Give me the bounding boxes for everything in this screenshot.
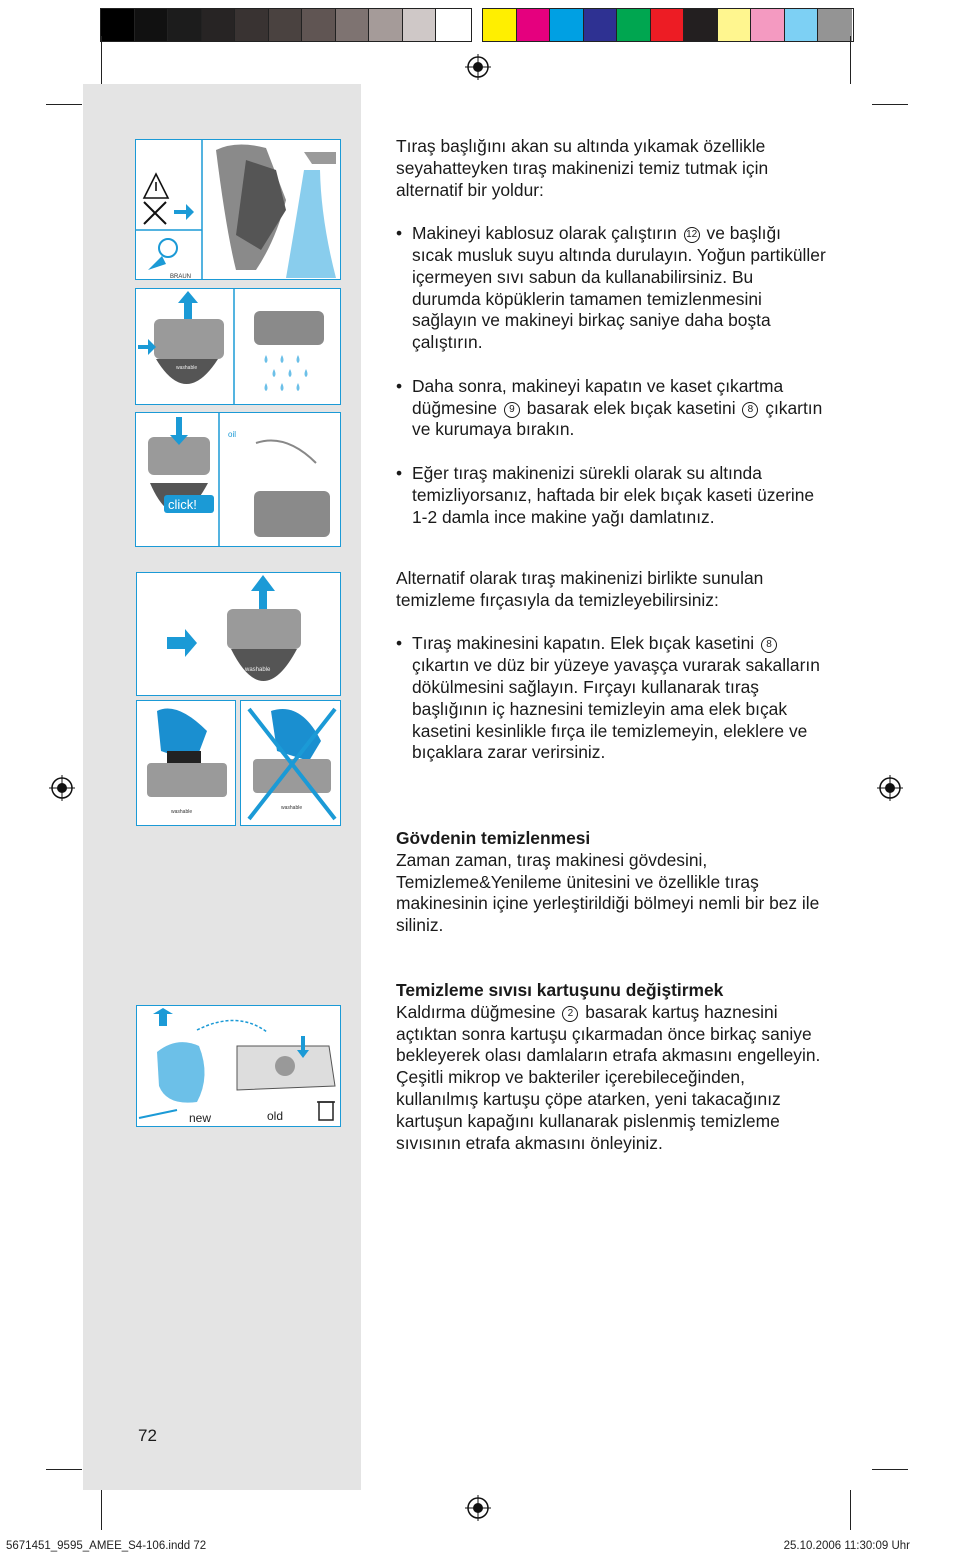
color-swatch xyxy=(785,9,819,41)
bullet-item: • Eğer tıraş makinenizi sürekli olarak su altında temizliyorsanız, haftada bir elek bıçak kaseti üzerine 1-2 damla ince makine yağı damlatınız. xyxy=(396,462,815,527)
reference-number: 9 xyxy=(504,402,520,418)
bullet-item: • Daha sonra, makineyi kapatın ve kaset çıkartma düğmesine 9 basarak elek bıçak kasetini 8 çıkartın ve kurumaya bırakın. xyxy=(396,375,823,440)
crop-mark xyxy=(872,1469,908,1470)
svg-text:washable: washable xyxy=(176,365,198,371)
gray-swatch xyxy=(101,9,135,41)
process-color-bar xyxy=(482,8,854,42)
svg-text:old: old xyxy=(267,1109,284,1123)
gray-swatch xyxy=(369,9,403,41)
color-swatch xyxy=(651,9,685,41)
crop-mark xyxy=(101,36,102,84)
water-tap-icon xyxy=(286,170,336,278)
rinse-illustration xyxy=(136,140,341,280)
gray-swatch xyxy=(302,9,336,41)
grayscale-bar xyxy=(100,8,472,42)
gray-swatch xyxy=(403,9,437,41)
body-cleaning-section xyxy=(396,828,826,937)
crop-mark xyxy=(101,1490,102,1530)
registration-mark-icon xyxy=(877,775,903,801)
color-swatch xyxy=(517,9,551,41)
section-paragraph: Kaldırma düğmesine 2 basarak kartuş haznesini açtıktan sonra kartuşu çıkarmadan önce birkaç saniye bekleyerek olası damlaların etrafa akmasını engelleyin. xyxy=(396,1001,821,1066)
reference-number: 12 xyxy=(684,227,700,243)
section-heading: Gövdenin temizlenmesi xyxy=(396,828,591,848)
registration-mark-icon xyxy=(49,775,75,801)
crop-mark xyxy=(46,104,82,105)
registration-mark-icon xyxy=(465,1495,491,1521)
crop-mark xyxy=(850,1490,851,1530)
gray-swatch xyxy=(168,9,202,41)
figure-replace-cartridge xyxy=(136,1005,341,1127)
figure-do-not-brush-foil xyxy=(240,700,341,826)
svg-text:oil: oil xyxy=(228,430,237,439)
svg-text:BRAUN: BRAUN xyxy=(170,274,192,280)
svg-text:click!: click! xyxy=(168,497,197,512)
color-swatch xyxy=(684,9,718,41)
svg-text:washable: washable xyxy=(281,805,303,811)
reference-number: 2 xyxy=(562,1006,578,1022)
section-heading: Temizleme sıvısı kartuşunu değiştirmek xyxy=(396,980,724,1000)
page-number: 72 xyxy=(138,1426,157,1445)
brush-instructions xyxy=(396,568,826,764)
gray-swatch xyxy=(235,9,269,41)
footer-timestamp: 25.10.2006 11:30:09 Uhr xyxy=(783,1540,910,1552)
color-swatch xyxy=(818,9,852,41)
intro-paragraph: Tıraş başlığını akan su altında yıkamak özellikle seyahatteyken tıraş makinenizi temiz tutmak için alternatif bir yoldur: xyxy=(396,136,769,200)
gray-swatch xyxy=(135,9,169,41)
gray-swatch xyxy=(436,9,470,41)
gray-swatch xyxy=(202,9,236,41)
bullet-item: • Tıraş makinesini kapatın. Elek bıçak kasetini 8 çıkartın ve düz bir yüzeye yavaşça vurarak sakalların dökülmesini sağlayın. Fırçayı kullanarak tıraş başlığının iç haznesini temizleyin ama elek bıçak kasetini kesinlikle fırça ile temizlemeyin, eleklere ve bıçaklara zarar verirsiniz. xyxy=(396,633,820,763)
crop-mark xyxy=(46,1469,82,1470)
reference-number: 8 xyxy=(761,637,777,653)
color-swatch xyxy=(584,9,618,41)
footer-file-info: 5671451_9595_AMEE_S4-106.indd 72 xyxy=(6,1540,207,1552)
color-swatch xyxy=(751,9,785,41)
figure-remove-cassette-dry xyxy=(135,288,341,405)
section-paragraph: Zaman zaman, tıraş makinesi gövdesini, Temizleme&Yenileme ünitesini ve özellikle tıraş makinesinin içine yerleştirildiği bölmeyi nemli bir bez ile siliniz. xyxy=(396,849,820,936)
figure-oil-and-click xyxy=(135,412,341,547)
registration-mark-icon xyxy=(465,54,491,80)
svg-text:washable: washable xyxy=(245,667,271,673)
cartridge-section xyxy=(396,980,826,1154)
figure-brush-inner-chamber xyxy=(136,700,236,826)
bullet-item: • Makineyi kablosuz olarak çalıştırın 12 ve başlığı sıcak musluk suyu altında durulayın. Yoğun partiküller içermeyen sıvı sabun da kullanabilirsiniz. Bu durumda köpüklerin tamamen temizlenmesini sağlayın ve makineyi birkaç saniye daha boşta çalıştırın. xyxy=(396,223,826,353)
crop-mark xyxy=(850,36,851,84)
alt-intro-paragraph: Alternatif olarak tıraş makinenizi birlikte sunulan temizleme fırçasıyla da temizleyebilirsiniz: xyxy=(396,568,764,610)
color-swatch xyxy=(617,9,651,41)
color-swatch xyxy=(483,9,517,41)
gray-swatch xyxy=(269,9,303,41)
gray-swatch xyxy=(336,9,370,41)
svg-text:new: new xyxy=(189,1111,212,1125)
trash-icon xyxy=(319,1102,333,1120)
crop-mark xyxy=(872,104,908,105)
figure-rinse-under-tap xyxy=(135,139,341,280)
figure-remove-cassette-brush xyxy=(136,572,341,696)
color-swatch xyxy=(550,9,584,41)
section-paragraph: Çeşitli mikrop ve bakteriler içerebileceğinden, kullanılmış kartuşu çöpe atarken, yeni takacağınız kartuşun kapağını kullanarak pislenmiş temizleme sıvısının etrafa akmasını önleyiniz. xyxy=(396,1067,781,1153)
color-swatch xyxy=(718,9,752,41)
reference-number: 8 xyxy=(742,402,758,418)
rinse-instructions xyxy=(396,136,826,528)
svg-text:washable: washable xyxy=(171,809,193,815)
